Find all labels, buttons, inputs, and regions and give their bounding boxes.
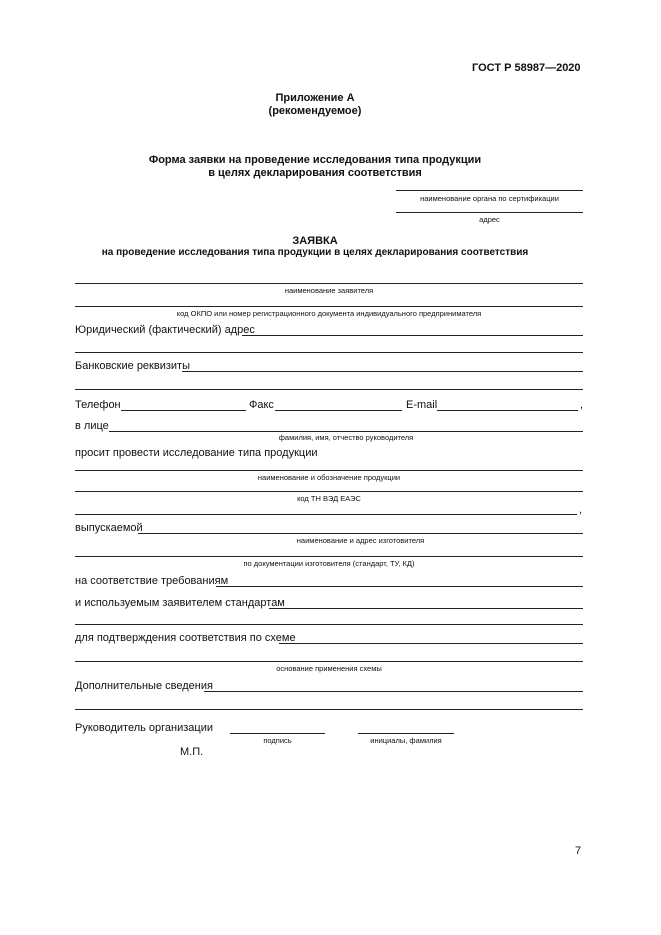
- okpo-caption: код ОКПО или номер регистрационного документа индивидуального предпринимателя: [176, 309, 482, 318]
- product-row-comma: ,: [579, 504, 583, 516]
- initials-input[interactable]: [358, 733, 454, 734]
- scheme-basis-line[interactable]: [75, 661, 583, 662]
- certification-body-caption: наименование органа по сертификации: [420, 194, 559, 203]
- standards-label: и используемым заявителем стандартам: [75, 597, 285, 609]
- applicant-line[interactable]: [75, 283, 583, 284]
- okpo-line[interactable]: [75, 306, 583, 307]
- annex-type: (рекомендуемое): [268, 105, 362, 117]
- application-subtitle: на проведение исследования типа продукции в целях декларирования соответствия: [101, 247, 529, 258]
- product-line[interactable]: [75, 470, 583, 471]
- applicant-caption: наименование заявителя: [284, 286, 374, 295]
- address-caption: адрес: [479, 215, 500, 224]
- scheme-input[interactable]: [279, 643, 583, 644]
- tn-ved-line[interactable]: [75, 491, 583, 492]
- tn-ved-caption: код ТН ВЭД ЕАЭС: [297, 494, 361, 503]
- certification-body-line[interactable]: [396, 190, 583, 191]
- address-line[interactable]: [396, 212, 583, 213]
- product-extra-line[interactable]: [75, 514, 577, 515]
- fax-input[interactable]: [275, 410, 402, 411]
- head-name-input[interactable]: [109, 431, 583, 432]
- standards-input[interactable]: [269, 608, 583, 609]
- compliance-label: на соответствие требованиям: [75, 575, 229, 587]
- email-label: E-mail: [406, 399, 438, 411]
- legal-address-line-2[interactable]: [75, 352, 583, 353]
- head-name-caption: фамилия, имя, отчество руководителя: [278, 433, 414, 442]
- represented-by-label: в лице: [75, 420, 109, 432]
- initials-caption: инициалы, фамилия: [370, 736, 442, 745]
- scheme-basis-caption: основание применения схемы: [276, 664, 382, 673]
- manufacturer-caption: наименование и адрес изготовителя: [296, 536, 425, 545]
- product-caption: наименование и обозначение продукции: [257, 473, 401, 482]
- standards-line-2[interactable]: [75, 624, 583, 625]
- application-title: ЗАЯВКА: [292, 235, 338, 247]
- manufacturer-docs-caption: по документации изготовителя (стандарт, ТУ, КД): [243, 559, 415, 568]
- signature-caption: подпись: [263, 736, 292, 745]
- form-title-line-1: Форма заявки на проведение исследования типа продукции: [148, 154, 482, 166]
- head-of-organization-label: Руководитель организации: [75, 722, 214, 734]
- bank-details-line-2[interactable]: [75, 389, 583, 390]
- manufacturer-input[interactable]: [138, 533, 583, 534]
- phone-input[interactable]: [121, 410, 246, 411]
- compliance-input[interactable]: [216, 586, 583, 587]
- signature-input[interactable]: [230, 733, 325, 734]
- form-title-line-2: в целях декларирования соответствия: [208, 167, 422, 179]
- page-number: 7: [575, 845, 582, 857]
- bank-details-label: Банковские реквизиты: [75, 360, 190, 372]
- scheme-label: для подтверждения соответствия по схеме: [75, 632, 296, 644]
- email-input[interactable]: [437, 410, 578, 411]
- legal-address-input[interactable]: [242, 335, 583, 336]
- additional-info-input[interactable]: [204, 691, 583, 692]
- annex-label: Приложение А: [275, 92, 355, 104]
- phone-label: Телефон: [75, 399, 121, 411]
- standard-number: ГОСТ Р 58987—2020: [472, 62, 581, 74]
- bank-details-input[interactable]: [182, 371, 583, 372]
- manufacturer-docs-line[interactable]: [75, 556, 583, 557]
- additional-info-line-2[interactable]: [75, 709, 583, 710]
- phone-row-comma: ,: [580, 399, 584, 411]
- additional-info-label: Дополнительные сведения: [75, 680, 213, 692]
- produced-label: выпускаемой: [75, 522, 143, 534]
- request-text: просит провести исследование типа продукции: [75, 447, 318, 459]
- fax-label: Факс: [249, 399, 274, 411]
- stamp-placeholder: М.П.: [180, 746, 204, 758]
- legal-address-label: Юридический (фактический) адрес: [75, 324, 255, 336]
